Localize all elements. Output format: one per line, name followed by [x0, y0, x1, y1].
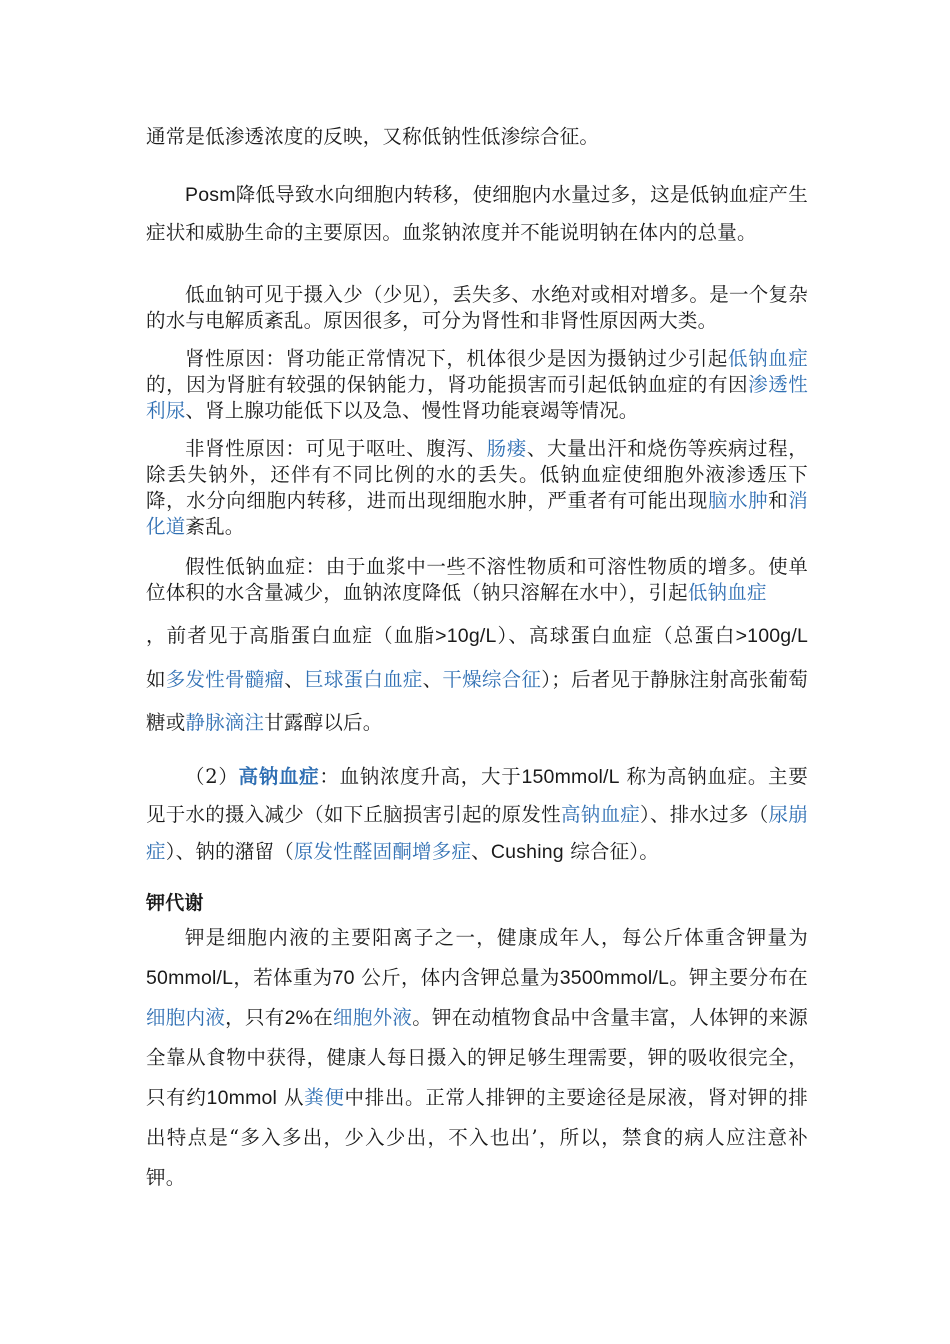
link-primary-aldosteronism[interactable]: 原发性醛固酮增多症 — [293, 840, 472, 863]
paragraph-posm: Posm降低导致水向细胞内转移，使细胞内水量过多，这是低钠血症产生症状和威胁生命的主要原因。血浆钠浓度并不能说明钠在体内的总量。 — [146, 183, 808, 244]
link-hyponatremia[interactable]: 低钠血症 — [727, 347, 808, 370]
link-hyponatremia-2[interactable]: 低钠血症 — [687, 581, 767, 604]
link-osmotic-diuresis[interactable]: 渗透性利尿 — [146, 373, 808, 422]
paragraph-pseudohyponatremia-cont: ，前者见于高脂蛋白血症（血脂>10g/L）、高球蛋白血症（总蛋白>100g/L 如多发性骨髓瘤、巨球蛋白血症、干燥综合征）；后者见于静脉注射高张葡萄糖或静脉滴注甘露醇以后。 — [146, 624, 808, 734]
paragraph-potassium-metabolism: 钾是细胞内液的主要阳离子之一，健康成年人，每公斤体重含钾量为50mmol/L，若体重为70 公斤，体内含钾总量为3500mmol/L。钾主要分布在细胞内液，只有2%在细胞外液。钾在动植物食品中含量丰富，人体钾的来源全靠从食物中获得，健康人每日摄入的钾足够生理需要，钾的吸收很完全，只有约10mmol 从粪便中排出。正常人排钾的主要途径是尿液，肾对钾的排出特点是“多入多出，少入少出，不入也出’，所以，禁食的病人应注意补钾。 — [146, 926, 809, 1189]
link-hypernatremia-2[interactable]: 高钠血症 — [560, 803, 640, 826]
link-intracellular-fluid[interactable]: 细胞内液 — [146, 1006, 226, 1029]
link-intestinal-fistula[interactable]: 肠瘘 — [486, 437, 527, 460]
link-macroglobulinemia[interactable]: 巨球蛋白血症 — [304, 668, 423, 691]
link-digestive-tract[interactable]: 消化道 — [146, 489, 808, 538]
link-multiple-myeloma[interactable]: 多发性骨髓瘤 — [165, 668, 285, 691]
paragraph-renal-causes: 肾性原因：肾功能正常情况下，机体很少是因为摄钠过少引起低钠血症的，因为肾脏有较强的保钠能力，肾功能损害而引起低钠血症的有因渗透性利尿、肾上腺功能低下以及急、慢性肾功能衰竭等情况。 — [146, 347, 808, 422]
paragraph-hypernatremia: （2）高钠血症：血钠浓度升高，大于150mmol/L 称为高钠血症。主要见于水的摄入减少（如下丘脑损害引起的原发性高钠血症）、排水过多（尿崩症）、钠的潴留（原发性醛固酮增多症、Cushing 综合征）。 — [146, 765, 809, 863]
link-iv-infusion[interactable]: 静脉滴注 — [185, 711, 265, 734]
link-sjogren-syndrome[interactable]: 干燥综合征 — [442, 668, 542, 691]
paragraph-hyponatremia-intro: 通常是低渗透浓度的反映，又称低钠性低渗综合征。 — [146, 125, 600, 148]
link-hypernatremia[interactable]: 高钠血症 — [238, 765, 320, 788]
link-diabetes-insipidus[interactable]: 尿崩症 — [146, 803, 809, 863]
paragraph-pseudohyponatremia: 假性低钠血症：由于血浆中一些不溶性物质和可溶性物质的增多。使单位体积的水含量减少，血钠浓度降低（钠只溶解在水中），引起低钠血症 — [146, 555, 808, 604]
link-feces[interactable]: 粪便 — [304, 1086, 345, 1109]
link-cerebral-edema[interactable]: 脑水肿 — [708, 489, 769, 512]
link-extracellular-fluid[interactable]: 细胞外液 — [333, 1006, 413, 1029]
section-heading-potassium: 钾代谢 — [146, 892, 204, 914]
paragraph-nonrenal-causes: 非肾性原因：可见于呕吐、腹泻、肠瘘、大量出汗和烧伤等疾病过程，除丢失钠外，还伴有不同比例的水的丢失。低钠血症使细胞外液渗透压下降，水分向细胞内转移，进而出现细胞水肿，严重者有可能出现脑水肿和消化道紊乱。 — [146, 437, 808, 538]
paragraph-low-sodium-causes: 低血钠可见于摄入少（少见），丢失多、水绝对或相对增多。是一个复杂的水与电解质紊乱。原因很多，可分为肾性和非肾性原因两大类。 — [146, 283, 808, 332]
